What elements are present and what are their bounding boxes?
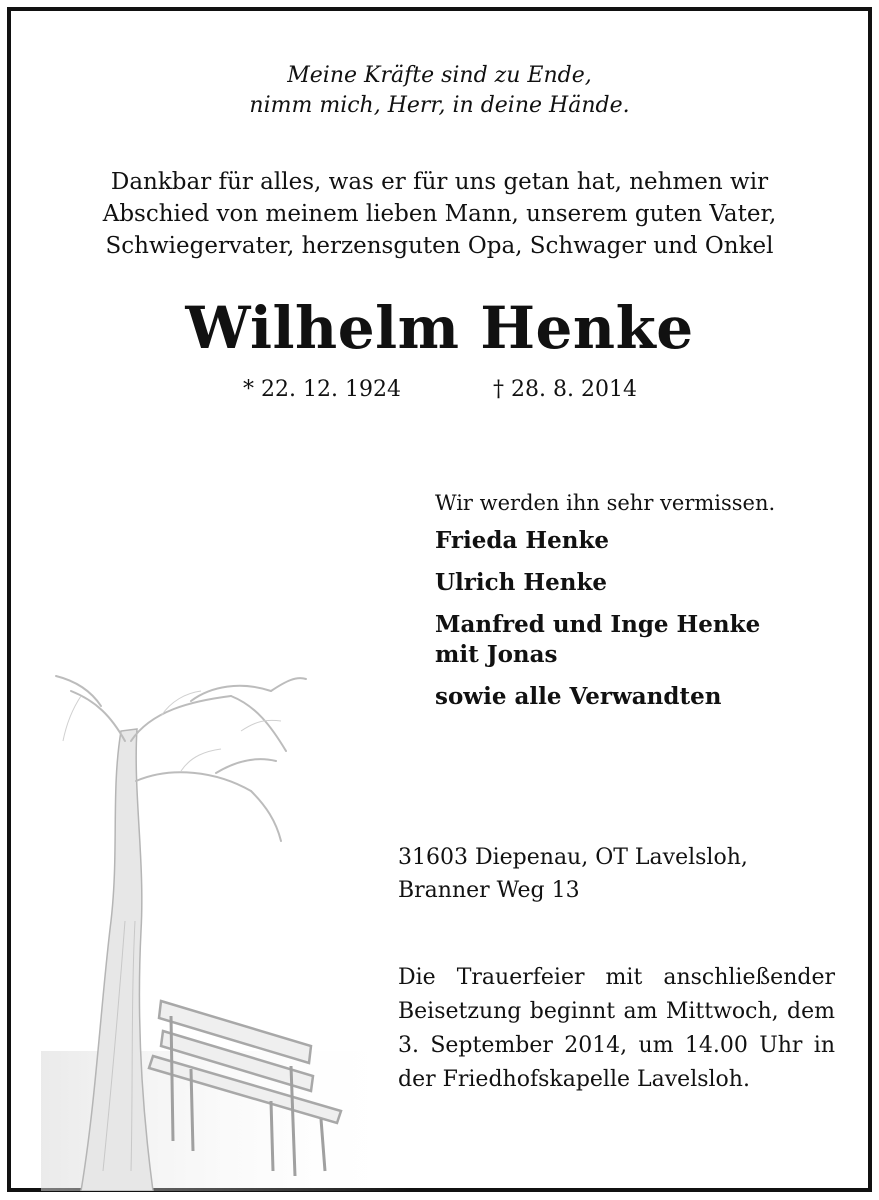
motto-line: nimm mich, Herr, in deine Hände. xyxy=(249,93,630,118)
intro-line: Schwiegervater, herzensguten Opa, Schwager und Onkel xyxy=(105,233,774,259)
tree-and-bench-drawing-icon xyxy=(41,671,411,1191)
intro-line: Abschied von meinem lieben Mann, unserem guten Vater, xyxy=(102,201,777,227)
mourner-name xyxy=(435,610,875,670)
mourner-name-line: Manfred und Inge Henke xyxy=(435,611,761,638)
mourner-name: sowie alle Verwandten xyxy=(435,683,722,710)
ceremony-info: Die Trauerfeier mit anschließender Beisetzung beginnt am Mittwoch, dem 3. September 2014, um 14.00 Uhr in der Friedhofskapelle Lavelsloh. xyxy=(398,965,835,1092)
intro-line: Dankbar für alles, was er für uns getan hat, nehmen wir xyxy=(110,169,769,195)
mourners-message: Wir werden ihn sehr vermissen. xyxy=(435,491,776,515)
motto-line: Meine Kräfte sind zu Ende, xyxy=(287,63,592,88)
address-block xyxy=(398,841,748,907)
motto-verse xyxy=(11,61,868,121)
birth-date: * 22. 12. 1924 xyxy=(243,377,401,402)
mourners-block xyxy=(435,488,875,724)
mourner-name-line: mit Jonas xyxy=(435,641,558,668)
address-line: Branner Weg 13 xyxy=(398,878,580,903)
deceased-name: Wilhelm Henke xyxy=(185,294,694,362)
address-line: 31603 Diepenau, OT Lavelsloh, xyxy=(398,845,748,870)
intro-text xyxy=(11,166,868,262)
mourner-name: Ulrich Henke xyxy=(435,569,608,596)
death-date: † 28. 8. 2014 xyxy=(493,377,637,402)
mourner-name: Frieda Henke xyxy=(435,527,610,554)
obituary-frame xyxy=(7,7,872,1192)
